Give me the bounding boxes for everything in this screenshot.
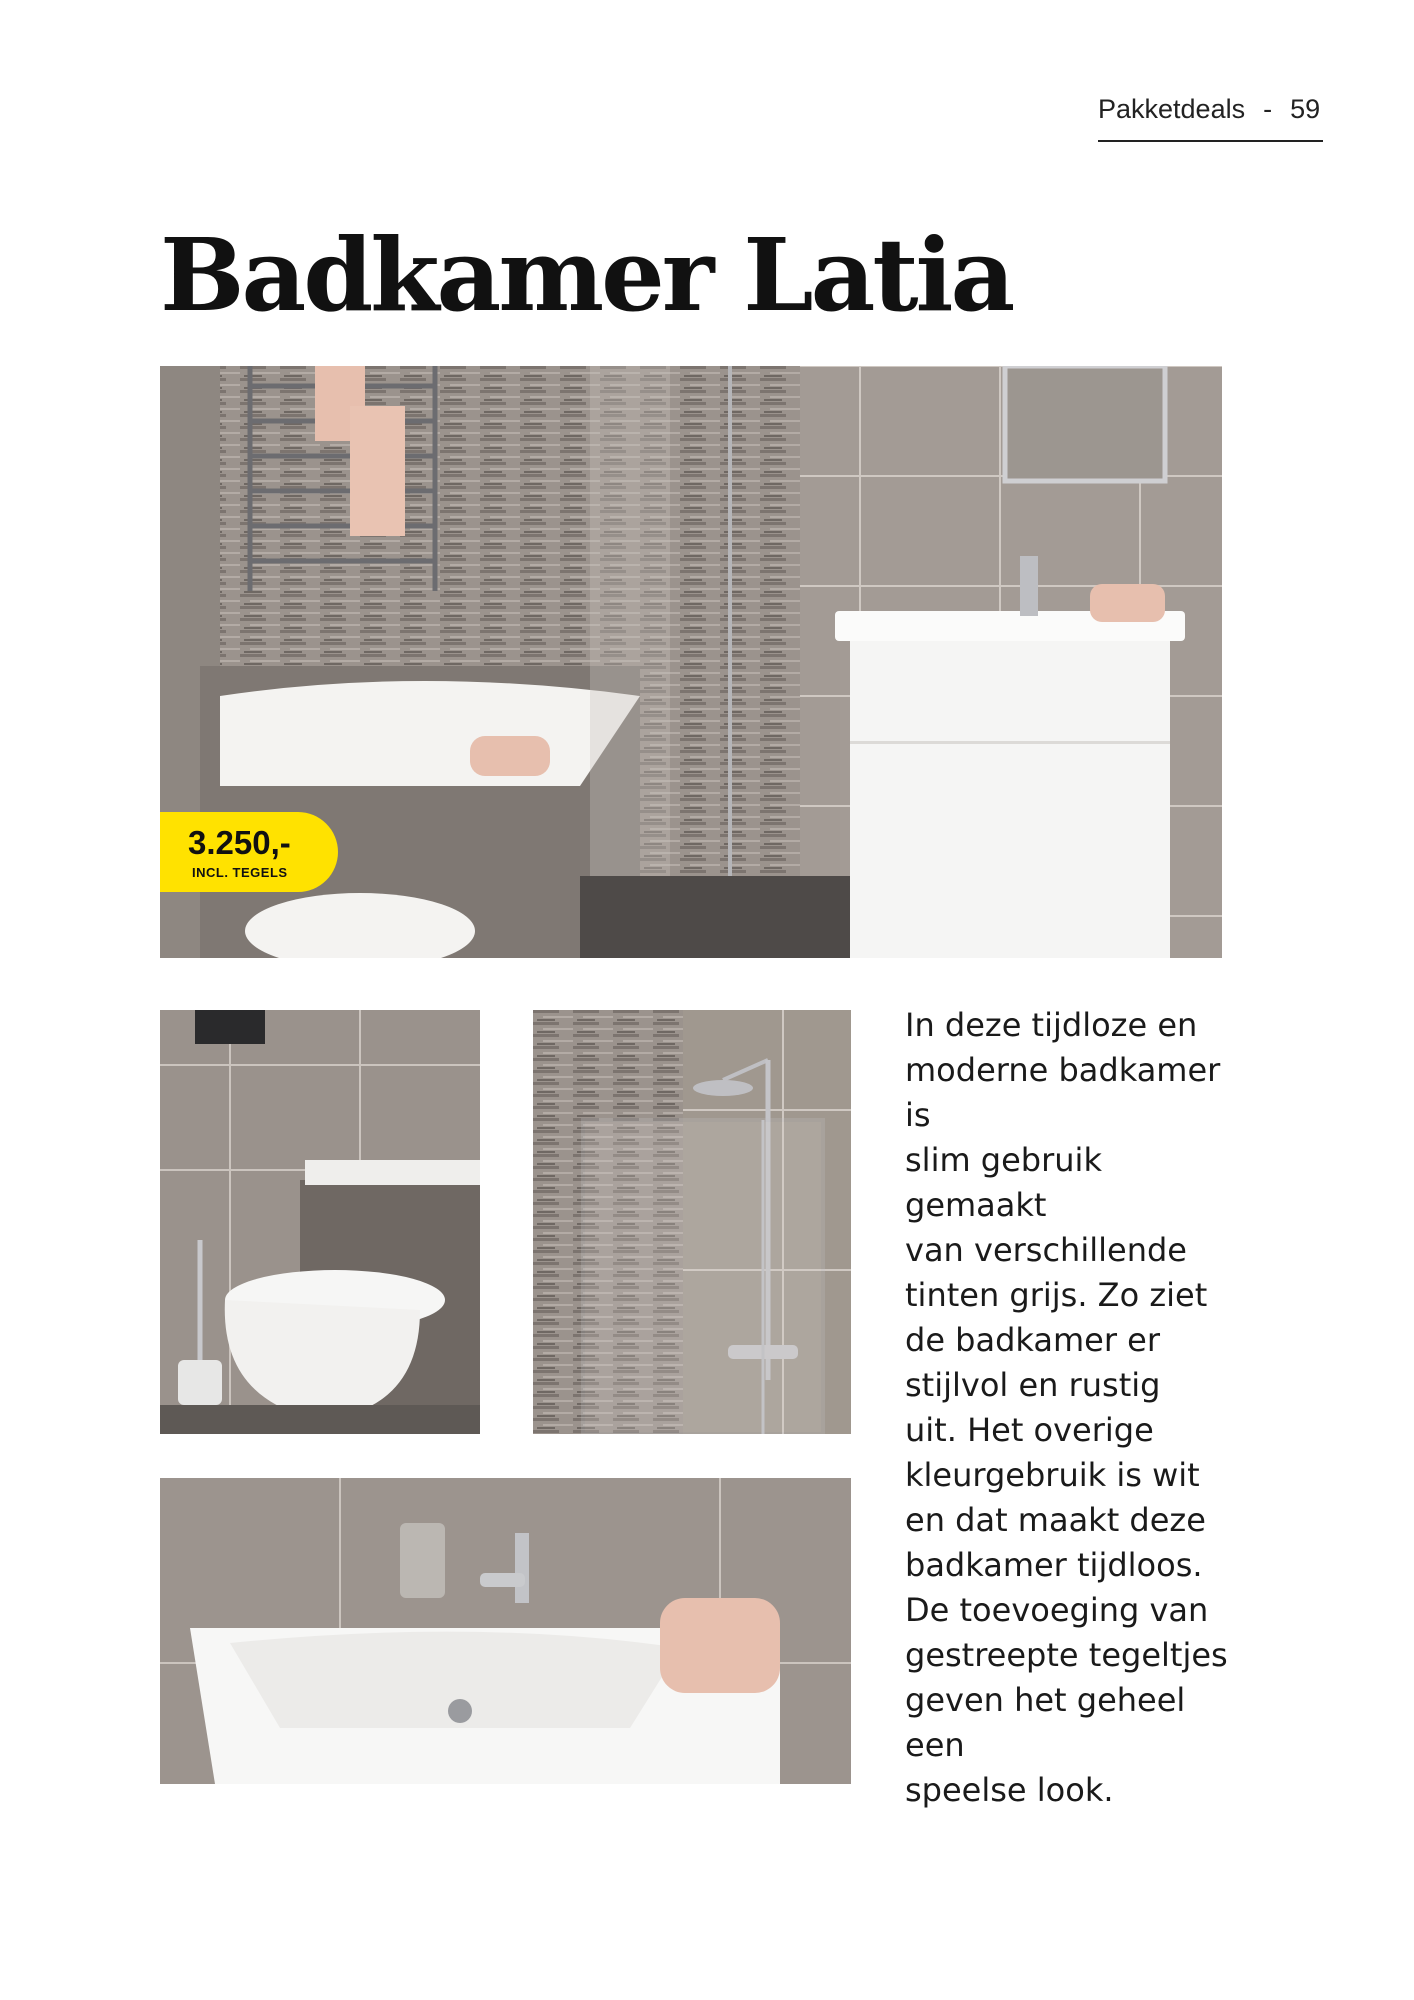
page-number: 59 <box>1290 94 1321 124</box>
page-title: Badkamer Latia <box>160 216 1013 334</box>
price-badge <box>160 812 338 892</box>
sink-photo <box>160 1478 851 1784</box>
toilet-photo <box>160 1010 480 1434</box>
sink-illustration <box>160 1478 851 1784</box>
shower-photo <box>533 1010 851 1434</box>
shower-illustration <box>533 1010 851 1434</box>
toilet-illustration <box>160 1010 480 1434</box>
header-separator: - <box>1263 94 1273 124</box>
page-header <box>1098 94 1323 142</box>
price-note: INCL. TEGELS <box>192 865 288 880</box>
description-text: In deze tijdloze en moderne badkamer is slim gebruik gemaakt van verschillende tinten grijs. Zo ziet de badkamer er stijlvol en rustig uit. Het overige kleurgebruik is wit en dat maakt deze badkamer tijdloos. De toevoeging van gestreepte tegeltjes geven het geheel een speelse look. <box>905 1006 1228 1809</box>
section-label: Pakketdeals <box>1098 94 1246 124</box>
price-amount: 3.250,- <box>188 824 291 861</box>
